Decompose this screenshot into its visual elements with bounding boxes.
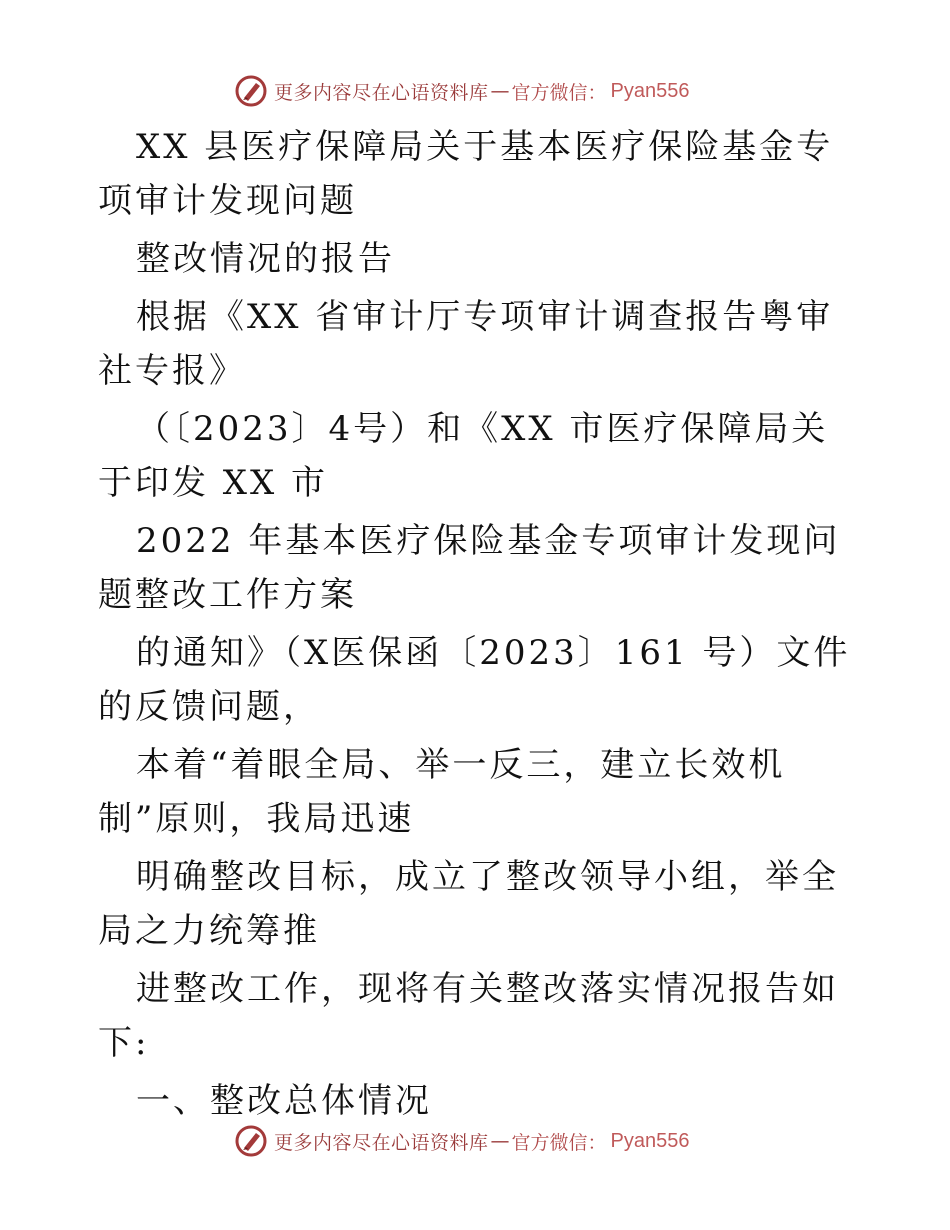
watermark-wechat-label: 官方微信：: [511, 81, 607, 104]
body-paragraph: 进整改工作，现将有关整改落实情况报告如下:: [98, 969, 839, 1063]
document-title-line-1: XX 县医疗保障局关于基本医疗保险基金专项审计发现问题: [98, 127, 834, 221]
body-paragraph: 根据《XX 省审计厅专项审计调查报告粤审社专报》: [98, 297, 834, 391]
footer-watermark: [234, 1124, 690, 1158]
body-paragraph: （〔2023〕4号）和《XX 市医疗保障局关于印发 XX 市: [98, 409, 829, 503]
document-body: [98, 120, 858, 1128]
body-paragraph: 明确整改目标，成立了整改领导小组，举全局之力统筹推: [98, 857, 839, 951]
body-paragraph: 2022 年基本医疗保险基金专项审计发现问题整改工作方案: [98, 521, 841, 615]
header-watermark: [234, 74, 690, 108]
pen-nib-seal-icon: [234, 74, 268, 108]
section-heading: 一、整改总体情况: [136, 1081, 432, 1121]
watermark-text: 更多内容尽在心语资料库: [274, 1131, 489, 1154]
watermark-text: 更多内容尽在心语资料库: [274, 81, 489, 104]
watermark-wechat-id: Pyan556: [610, 79, 690, 102]
document-title-line-2: 整改情况的报告: [136, 239, 395, 279]
pen-nib-seal-icon: [234, 1124, 268, 1158]
watermark-dash: —: [490, 80, 510, 102]
body-paragraph: 的通知》（X医保函〔2023〕161 号）文件的反馈问题，: [98, 633, 851, 727]
watermark-dash: —: [490, 1130, 510, 1152]
body-paragraph: 本着“着眼全局、举一反三，建立长效机制”原则，我局迅速: [98, 745, 786, 839]
watermark-wechat-id: Pyan556: [610, 1129, 690, 1152]
watermark-wechat-label: 官方微信：: [511, 1131, 607, 1154]
